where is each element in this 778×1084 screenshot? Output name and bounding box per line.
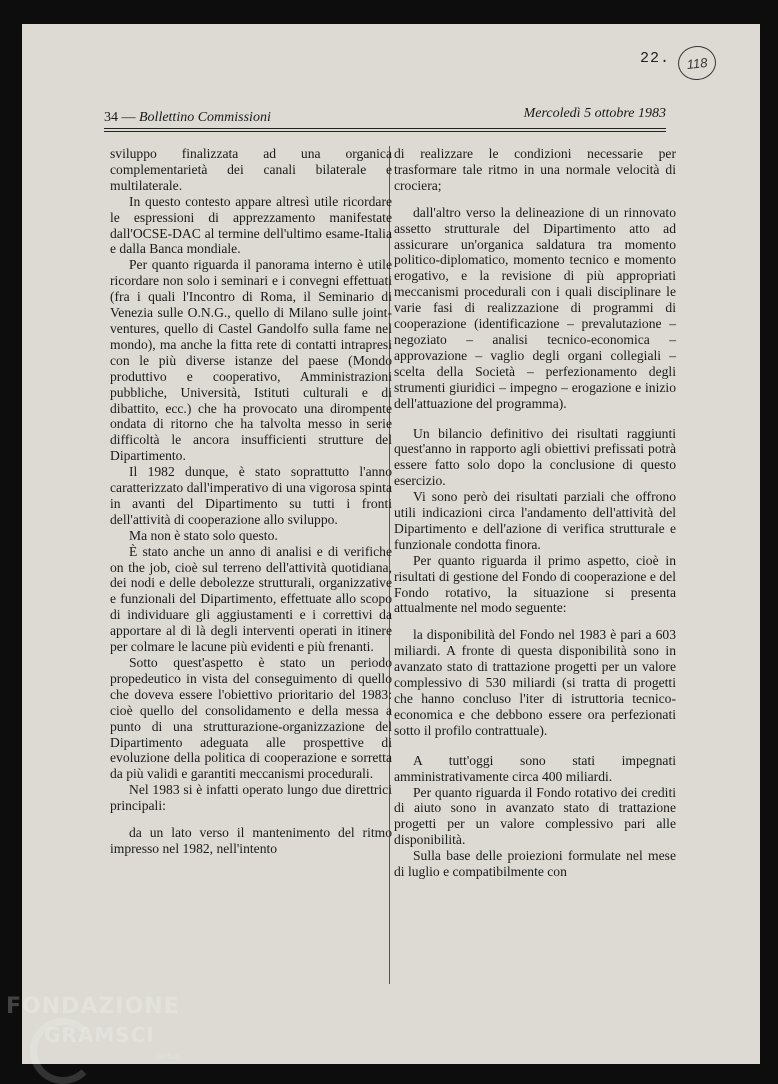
paragraph: Per quanto riguarda il Fondo rotativo dei crediti di aiuto sono in avanzato stato di trattazione progetti per un valore complessivo pari alle disponibilità. <box>394 784 676 848</box>
paragraph: Sulla base delle proiezioni formulate nel mese di luglio e compatibilmente con <box>394 848 676 880</box>
paragraph: la disponibilità del Fondo nel 1983 è pari a 603 miliardi. A fronte di questa disponibilità sono in avanzato stato di trattazione progetti per un valore complessivo di 530 miliardi (si tratta di progetti che hanno concluso l'iter di istruttoria tecnico-economica e che debbono essere ora perfezionati sotto il profilo contrattuale). <box>394 627 676 738</box>
header-date: Mercoledì 5 ottobre 1983 <box>523 106 666 121</box>
header-left <box>104 110 271 126</box>
paragraph: da un lato verso il mantenimento del ritmo impresso nel 1982, nell'intento <box>110 825 392 856</box>
paragraph: Vi sono però dei risultati parziali che offrono utili indicazioni circa l'andamento dell'attività del Dipartimento e dell'azione di verifica strutturale e funzionale condotta finora. <box>394 489 676 552</box>
header-rule <box>104 128 666 129</box>
header-dash: — <box>121 110 136 125</box>
paragraph: Un bilancio definitivo dei risultati raggiunti quest'anno in rapporto agli obiettivi prefissati potrà essere fatto solo dopo la conclusione di questo esercizio. <box>394 425 676 489</box>
archive-stamp: 118 <box>676 44 717 82</box>
column-left <box>110 146 392 857</box>
watermark-sub: onlus <box>156 1052 181 1062</box>
page-header <box>104 106 666 128</box>
paragraph: In questo contesto appare altresì utile ricordare le espressioni di apprezzamento manifestate dall'OCSE-DAC al termine dell'ultimo esame-Italia e dalla Banca mondiale. <box>110 193 392 257</box>
section-title: Bollettino Commissioni <box>139 110 271 125</box>
paragraph: È stato anche un anno di analisi e di verifiche on the job, cioè sul terreno dell'attività quotidiana, dei nodi e delle debolezze strutturali, organizzative e funzionali del Dipartimento, effettuate allo scopo di individuare gli aggiustamenti e i correttivi da apportare al di là degli interventi operati in itinere per colmare le lacune più evidenti e più frenanti. <box>110 543 392 655</box>
watermark-line2: GRAMSCI <box>44 1023 155 1047</box>
watermark-line1: FONDAZIONE <box>6 994 180 1019</box>
header-rule-2 <box>104 131 666 132</box>
paragraph: sviluppo finalizzata ad una organica complementarietà dei canali bilaterale e multilaterale. <box>110 146 392 193</box>
paragraph: Sotto quest'aspetto è stato un periodo propedeutico in vista del conseguimento di quello che doveva essere l'obiettivo prioritario del 1983: cioè quello del consolidamento e della messa a punto di una strutturazione-organizzazione del Dipartimento adeguata alle prospettive di evoluzione della politica di cooperazione e sorretta da più validi e garantiti meccanismi procedurali. <box>110 655 392 782</box>
paragraph: di realizzare le condizioni necessarie per trasformare tale ritmo in una normale velocità di crociera; <box>394 146 676 193</box>
paragraph: dall'altro verso la delineazione di un rinnovato assetto strutturale del Dipartimento atto ad assicurare un'organica saldatura tra momento politico-diplomatico, momento tecnico e momento erogativo, e la revisione di più appropriati meccanismi procedurali con i quali disciplinare le varie fasi di realizzazione di programmi di cooperazione (identificazione – prevalutazione – negoziato – analisi tecnico-economica – approvazione – vaglio degli organi collegiali – scelta della Società – perfezionamento degli strumenti giuridici – impegno – erogazione e inizio dell'attuazione del programma). <box>394 204 676 411</box>
paragraph: Per quanto riguarda il primo aspetto, cioè in risultati di gestione del Fondo di cooperazione e del Fondo rotativo, la situazione si presenta attualmente nel modo seguente: <box>394 552 676 616</box>
column-right <box>394 146 676 880</box>
paragraph: Ma non è stato solo questo. <box>129 527 278 543</box>
archive-number: 22. <box>640 50 671 67</box>
paragraph: Per quanto riguarda il panorama interno è utile ricordare non solo i seminari e i convegni effettuati (fra i quali l'Incontro di Roma, il Seminario di Venezia sulle O.N.G., quello di Milano sulle joint-ventures, quello di Castel Gandolfo sulla fame nel mondo), ma anche la fitta rete di contatti intrapresi con le più diverse istanze del paese (Mondo produttivo e cooperativo, Amministrazioni pubbliche, Università, Istituti culturali e di dibattito, ecc.) che ha provocato una dirompente ondata di ritorno che ha talvolta messo in serie difficoltà le ancora insufficienti strutture del Dipartimento. <box>110 257 392 464</box>
paragraph: A tutt'oggi sono stati impegnati amministrativamente circa 400 miliardi. <box>394 752 676 784</box>
watermark <box>6 994 180 1047</box>
page-number: 34 <box>104 110 118 125</box>
paragraph: Nel 1983 si è infatti operato lungo due direttrici principali: <box>110 782 392 814</box>
paragraph: Il 1982 dunque, è stato soprattutto l'anno caratterizzato dall'imperativo di una vigorosa spinta in avanti del Dipartimento su tutti i fronti dell'attività di cooperazione allo sviluppo. <box>110 464 392 527</box>
